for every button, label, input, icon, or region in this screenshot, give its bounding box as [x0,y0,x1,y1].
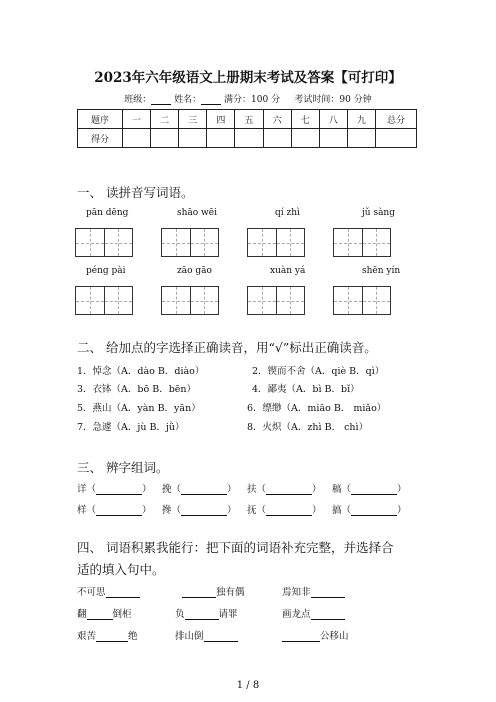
pinyin-label: shēn yín [362,266,401,276]
section-3-heading: 三、 辨字组词。 [77,460,169,475]
score-header-cell: 七 [291,110,319,129]
grid-cell[interactable] [334,229,363,256]
writing-grid[interactable] [75,286,133,315]
score-cell[interactable] [151,129,179,148]
writing-grid[interactable] [75,228,133,257]
score-header-cell: 二 [151,110,179,129]
reading-item[interactable]: 6．缥缈（A．miāo B． miǎo） [247,403,387,414]
answer-blank[interactable] [181,506,227,516]
score-row-label: 得分 [78,129,123,148]
idiom-item: 艰苦 绝 [77,631,138,642]
section-4-heading-cont: 适的填入句中。 [77,562,165,577]
score-cell[interactable] [263,129,291,148]
idiom-item: 排山倒 [175,628,238,642]
idiom-item: 公移山 [282,628,349,642]
reading-item[interactable]: 5．燕山（A．yàn B．yān） [77,403,201,414]
word-group-item: 搞（ ） [332,505,407,516]
idiom-blank[interactable] [87,610,113,620]
pinyin-label: zāo gāo [177,266,212,276]
score-header-cell: 五 [235,110,263,129]
word-group-item: 抚（ ） [247,505,322,516]
answer-blank[interactable] [351,485,397,495]
score-header-cell: 题序 [78,110,123,129]
answer-blank[interactable] [96,485,142,495]
pinyin-label: pān dēng [86,208,129,218]
word-group-item: 搀（ ） [162,505,237,516]
score-cell[interactable] [291,129,319,148]
score-header-cell: 八 [319,110,347,129]
word-char: 抚 [247,505,257,516]
score-table-header-row [78,110,417,129]
writing-grid[interactable] [247,228,305,257]
word-char: 挽 [162,484,172,495]
grid-cell[interactable] [76,229,105,256]
name-label: 姓名： [174,95,202,105]
score-header-cell: 总分 [376,110,417,129]
idiom-blank[interactable] [106,588,140,598]
section-1-heading: 一、 读拼音写词语。 [77,185,194,200]
answer-blank[interactable] [351,506,397,516]
section-4-heading: 四、 词语积累我能行：把下面的词语补充完整，并选择合 [77,540,394,555]
score-cell[interactable] [207,129,235,148]
writing-grid[interactable] [333,228,391,257]
idiom-blank[interactable] [204,632,238,642]
score-header-cell: 九 [347,110,375,129]
score-cell[interactable] [179,129,207,148]
score-table-score-row [78,129,417,148]
grid-cell[interactable] [191,287,219,314]
word-group-item: 样（ ） [77,505,152,516]
score-header-cell: 六 [263,110,291,129]
page-title: 2023年六年级语文上册期末考试及答案【可打印】 [94,70,402,86]
name-blank [201,94,221,105]
word-group-item: 稿（ ） [332,484,407,495]
grid-cell[interactable] [191,229,219,256]
grid-cell[interactable] [248,287,277,314]
score-header-cell: 三 [179,110,207,129]
answer-blank[interactable] [266,506,312,516]
grid-cell[interactable] [334,287,363,314]
score-label: 满分：100 分 [224,95,281,105]
time-label: 考试时间：90 分钟 [294,95,372,105]
pinyin-label: jǔ sàng [362,208,395,218]
reading-item[interactable]: 2．锲而不舍（A．qiè B．qì） [252,366,385,377]
score-cell[interactable] [347,129,375,148]
grid-cell[interactable] [248,229,277,256]
reading-item[interactable]: 4．鄙夷（A．bì B．bǐ） [252,384,360,395]
reading-item[interactable]: 1．悼念（A．dào B．diào） [77,366,205,377]
idiom-item: 负 请罪 [175,609,238,620]
idiom-item: 翻 倒柜 [77,609,132,620]
idiom-blank[interactable] [311,588,345,598]
writing-grid[interactable] [333,286,391,315]
pinyin-label: xuàn yá [270,266,306,276]
grid-cell[interactable] [105,287,133,314]
class-blank [151,94,171,105]
answer-blank[interactable] [96,506,142,516]
writing-grid[interactable] [161,286,219,315]
answer-blank[interactable] [266,485,312,495]
reading-item[interactable]: 3．衣钵（A．bō B．bēn） [77,384,197,395]
grid-cell[interactable] [162,287,191,314]
writing-grid[interactable] [161,228,219,257]
grid-cell[interactable] [363,229,391,256]
word-char: 样 [77,505,87,516]
grid-cell[interactable] [277,229,305,256]
pinyin-label: shāo wēi [177,208,217,218]
score-cell[interactable] [376,129,417,148]
idiom-item: 不可思 [77,584,140,598]
score-table [77,109,417,148]
page-number: 1 / 8 [236,680,260,691]
grid-cell[interactable] [76,287,105,314]
idiom-item: 画龙点 [282,606,345,620]
idiom-blank[interactable] [185,610,219,620]
idiom-blank[interactable] [96,632,128,642]
exam-info [0,92,496,105]
reading-item[interactable]: 8．火炽（A．zhì B． chì） [247,422,369,433]
pinyin-label: qí zhì [275,208,300,218]
word-char: 搀 [162,505,172,516]
section-2-heading: 二、 给加点的字选择正确读音，用“√”标出正确读音。 [77,340,377,355]
word-group-item: 扶（ ） [247,484,322,495]
idiom-item: 焉知非 [282,584,345,598]
pinyin-label: péng pài [86,266,126,276]
score-header-cell: 一 [123,110,151,129]
score-cell[interactable] [319,129,347,148]
score-header-cell: 四 [207,110,235,129]
word-char: 详 [77,484,87,495]
idiom-blank[interactable] [311,610,345,620]
grid-cell[interactable] [363,287,391,314]
idiom-blank[interactable] [182,588,216,598]
word-char: 扶 [247,484,257,495]
grid-cell[interactable] [162,229,191,256]
score-cell[interactable] [123,129,151,148]
word-char: 稿 [332,484,342,495]
word-group-item: 详（ ） [77,484,152,495]
class-label: 班级： [124,95,152,105]
word-group-item: 挽（ ） [162,484,237,495]
grid-cell[interactable] [277,287,305,314]
writing-grid[interactable] [247,286,305,315]
idiom-blank[interactable] [282,632,320,642]
idiom-item: 独有偶 [182,584,245,598]
score-cell[interactable] [235,129,263,148]
answer-blank[interactable] [181,485,227,495]
word-char: 搞 [332,505,342,516]
grid-cell[interactable] [105,229,133,256]
reading-item[interactable]: 7．急遽（A．jù B．jǜ） [77,422,185,433]
